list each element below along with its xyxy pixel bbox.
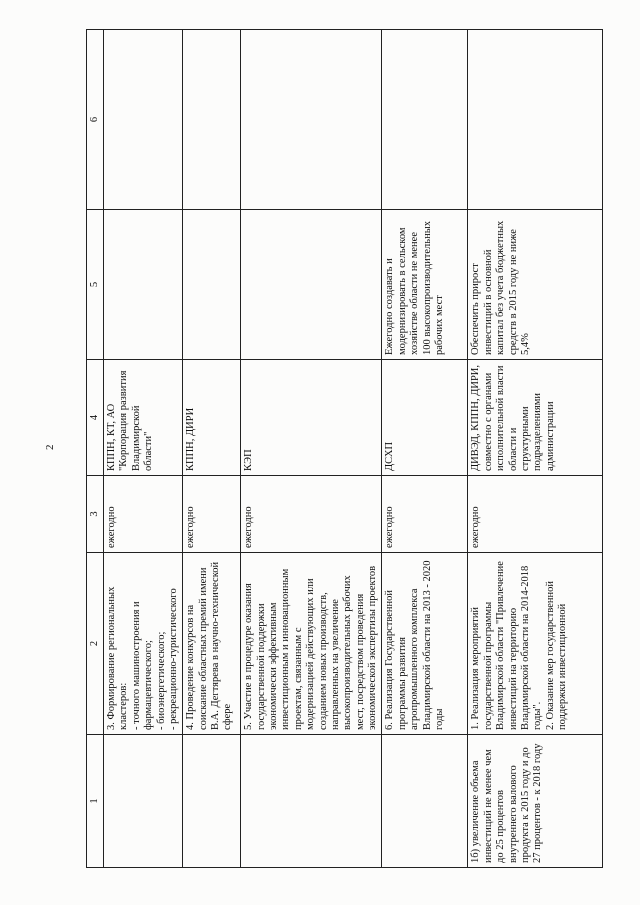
cell-deadline: ежегодно <box>183 476 241 553</box>
header-col-6: 6 <box>87 30 104 210</box>
rotated-table-sheet <box>86 30 603 868</box>
cell-measure: 5. Участие в процедуре оказания государственной поддержки экономически эффективным инвестиционным и инновационным проектам, связанным с модернизацией действующих или созданием новых производств, направленных на увеличение высокопроизводительных рабочих мест, посредством проведения экономической экспертизы проектов <box>241 553 382 735</box>
table-row <box>241 30 382 868</box>
cell-note <box>104 30 183 210</box>
cell-note <box>382 30 468 210</box>
cell-responsible: ДИВЭД, КППН, ДИРИ, совместно с органами исполнительной власти области и структурными подразделениями администрации <box>468 360 603 476</box>
cell-note <box>241 30 382 210</box>
cell-result <box>241 210 382 360</box>
header-col-4: 4 <box>87 360 104 476</box>
cell-measure: 3. Формирование региональных кластеров: - точного машиностроения и фармацевтического; - биоэнергетического; - рекреационно-туристического <box>104 553 183 735</box>
cell-responsible: КППН, КТ, АО "Корпорация развития Владимирской области" <box>104 360 183 476</box>
cell-goal <box>382 735 468 868</box>
cell-measure: 6. Реализация Государственной программы развития агропромышленного комплекса Владимирской области на 2013 - 2020 годы <box>382 553 468 735</box>
cell-deadline: ежегодно <box>382 476 468 553</box>
cell-goal <box>104 735 183 868</box>
table-row <box>382 30 468 868</box>
header-col-1: 1 <box>87 735 104 868</box>
cell-responsible: ДСХП <box>382 360 468 476</box>
cell-goal <box>241 735 382 868</box>
cell-result: Обеспечить прирост инвестиций в основной капитал без учета бюджетных средств в 2015 году не ниже 5,4% <box>468 210 603 360</box>
cell-measure: 1. Реализация мероприятий государственной программы Владимирской области "Привлечение инвестиций на территорию Владимирской области на 2014-2018 годы". 2. Оказание мер государственной поддержки инвестиционной <box>468 553 603 735</box>
cell-result: Ежегодно создавать и модернизировать в сельском хозяйстве области не менее 100 высокопроизводительных рабочих мест <box>382 210 468 360</box>
cell-deadline: ежегодно <box>104 476 183 553</box>
header-col-2: 2 <box>87 553 104 735</box>
cell-note <box>468 30 603 210</box>
page-number: 2 <box>44 444 56 450</box>
cell-goal <box>183 735 241 868</box>
cell-note <box>183 30 241 210</box>
cell-result <box>104 210 183 360</box>
cell-goal: 1б) увеличение объема инвестиций не менее чем до 25 процентов внутреннего валового продукта к 2015 году и до 27 процентов - к 2018 году <box>468 735 603 868</box>
measures-table <box>86 29 603 868</box>
cell-responsible: КЭП <box>241 360 382 476</box>
table-row <box>104 30 183 868</box>
table-row <box>183 30 241 868</box>
cell-responsible: КППН, ДИРИ <box>183 360 241 476</box>
header-col-3: 3 <box>87 476 104 553</box>
header-col-5: 5 <box>87 210 104 360</box>
table-row <box>468 30 603 868</box>
cell-deadline: ежегодно <box>241 476 382 553</box>
table-header-row <box>87 30 104 868</box>
cell-result <box>183 210 241 360</box>
cell-deadline: ежегодно <box>468 476 603 553</box>
cell-measure: 4. Проведение конкурсов на соискание областных премий имени В.А. Дегтярева в научно-технической сфере <box>183 553 241 735</box>
